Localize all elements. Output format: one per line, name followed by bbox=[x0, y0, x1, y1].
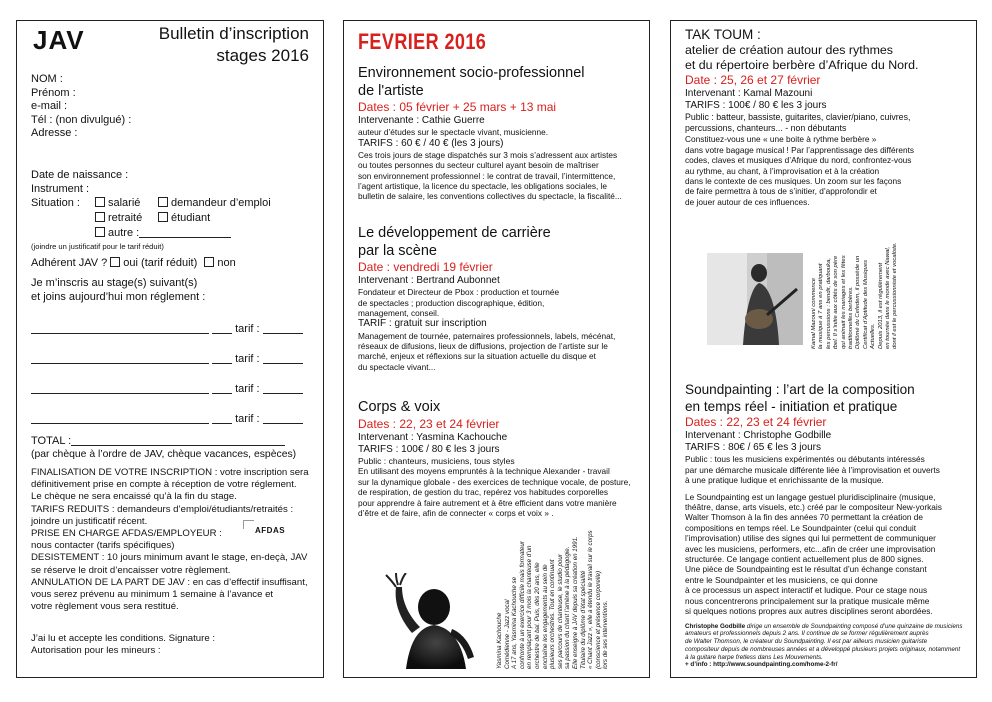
desc-line: au rythme, au chant, à l’improvisation et à la création bbox=[685, 165, 880, 176]
bio-line: management, conseil. bbox=[358, 308, 440, 319]
bio-line: compositeur depuis de nombreuses années et a développé plusieurs projets originaux, notamment bbox=[685, 645, 961, 653]
singer-silhouette-icon bbox=[366, 573, 490, 669]
caption-line: Yasmina Kachouche bbox=[496, 612, 503, 669]
adherent-label: Adhérent JAV ? bbox=[31, 257, 108, 269]
label-etudiant: étudiant bbox=[171, 212, 211, 224]
info-link[interactable]: + d’info : http://www.soundpainting.com/home-2-fr/ bbox=[685, 661, 838, 669]
caption-line: sa passion du chant l’amène à la pédagogie. bbox=[564, 546, 572, 669]
personal-fields bbox=[31, 73, 131, 141]
stage-line-4[interactable] bbox=[31, 413, 321, 437]
stage-subtitle: atelier de création autour des rythmes bbox=[685, 43, 893, 57]
desc-line: Walter Thomson à la fin des années 70 permettant la création de bbox=[685, 512, 923, 523]
form-title-line2: stages 2016 bbox=[216, 46, 309, 65]
photo-yasmina bbox=[366, 573, 490, 669]
checkbox-adherent-oui[interactable] bbox=[110, 257, 120, 267]
stage-dates: Dates : 22, 23 et 24 février bbox=[358, 416, 500, 431]
caption-line: (conscience et présence corporelle) bbox=[594, 570, 602, 669]
caption-line: les percussions : bendir, darbouka, bbox=[825, 257, 832, 349]
desc-line: Management de tournée, paternaires professionnels, labels, mécénat, bbox=[358, 330, 616, 341]
condition-line: PRISE EN CHARGE AFDAS/EMPLOYEUR : bbox=[31, 528, 222, 540]
caption-line: Certificat d’Aptitude des Musiques bbox=[862, 259, 869, 349]
condition-line: vous serez prévenu au minimum 1 semaine à l’avance et bbox=[31, 589, 274, 601]
stage-intervenant: Intervenant : Kamal Mazouni bbox=[685, 88, 813, 99]
caption-line: ses parcours de chanteuse, le studio pour bbox=[556, 554, 564, 669]
stage-line-1[interactable] bbox=[31, 323, 321, 353]
inscription-line2: et joins aujourd’hui mon réglement : bbox=[31, 290, 206, 303]
caption-line: A 17 ans, Yasmina Kachouche se bbox=[511, 576, 519, 669]
tarif-input[interactable] bbox=[263, 413, 303, 424]
caption-line: Depuis 2013, il est régulièrement bbox=[877, 262, 884, 349]
checkbox-adherent-non[interactable] bbox=[204, 257, 214, 267]
desc-line: d’être et de faire, afin de connecter « corps et voix » . bbox=[358, 507, 554, 518]
label-retraite: retraité bbox=[108, 212, 143, 224]
adherent-group bbox=[31, 257, 236, 271]
stage-title: Environnement socio-professionnel bbox=[358, 65, 585, 81]
photo-kamal bbox=[707, 253, 803, 345]
condition-line: ANNULATION DE LA PART DE JAV : en cas d’effectif insuffisant, bbox=[31, 576, 308, 588]
desc-line: bulletin de salaire, les conventions collectives du spectacle, la fiscalité... bbox=[358, 191, 622, 202]
caption-line: qui animait les mariages et les fêtes bbox=[840, 255, 847, 349]
checkbox-demandeur[interactable] bbox=[158, 197, 168, 207]
public-line: Public : batteur, bassiste, guitarites, clavier/piano, cuivres, bbox=[685, 112, 911, 123]
stage-title: en temps réel - initiation et pratique bbox=[685, 399, 898, 414]
checkbox-retraite[interactable] bbox=[95, 212, 105, 222]
afdas-logo: AFDAS bbox=[255, 526, 285, 535]
bio-line: dirige un ensemble de Soundpainting composé d’une quinzaine de musiciens bbox=[745, 622, 963, 630]
tarif-label: tarif : bbox=[235, 383, 260, 395]
workshops-panel bbox=[670, 20, 977, 678]
stage-intervenant: Intervenante : Cathie Guerre bbox=[358, 115, 485, 126]
stage-title: Corps & voix bbox=[358, 399, 441, 415]
accept-conditions: J’ai lu et accepte les conditions. Signature : bbox=[31, 633, 215, 644]
stage-dates: Dates : 22, 23 et 24 février bbox=[685, 415, 827, 429]
desc-line: avec les musiciens, performers, etc...afin de créer une improvisation bbox=[685, 543, 936, 554]
caption-line: dont il est le percussionniste et vocaliste. bbox=[892, 242, 899, 349]
desc-line: nous concentrerons principalement sur la pratique musicale même bbox=[685, 595, 930, 606]
desc-line: si quelques notions propres aux autres disciplines seront abordées. bbox=[685, 606, 933, 617]
stage-tarifs: TARIFS : 80€ / 65 € les 3 jours bbox=[685, 442, 821, 454]
stage-dates: Dates : 05 février + 25 mars + 13 mai bbox=[358, 100, 557, 114]
bio-line: de Walter Thomson, le créateur du Soundpainting. Il est par ailleurs musicien guitariste bbox=[685, 638, 928, 646]
stage-tarifs: TARIFS : 100€ / 80 € les 3 jours bbox=[358, 443, 500, 455]
desc-line: de jouer autour de ces influences. bbox=[685, 196, 810, 207]
caption-line: confronte à un exercice difficile mais formateur bbox=[518, 541, 526, 669]
caption-line: tbel. Il s’initie aux côtés de son père bbox=[833, 255, 840, 349]
desc-line: En utilisant des moyens empruntés à la technique Alexander - travail bbox=[358, 466, 610, 477]
caption-line: enchaîne les engagements au sein de bbox=[541, 564, 549, 669]
desc-line: pour apprendre à faire autrement et à être efficient dans votre manière bbox=[358, 497, 617, 508]
condition-line: FINALISATION DE VOTRE INSCRIPTION : votre inscription sera bbox=[31, 467, 309, 478]
desc-line: entre le Soundpainter et les musiciens, ce qui donne bbox=[685, 574, 878, 585]
february-panel bbox=[343, 20, 650, 678]
bio-name: Christophe Godbille bbox=[685, 622, 746, 630]
caption-line: traditionnelles berbères. bbox=[848, 286, 855, 349]
desc-line: Une pièce de Soundpainting est le résultat d’un échange constant bbox=[685, 564, 927, 575]
stage-title: par la scène bbox=[358, 242, 437, 259]
label-salarie: salarié bbox=[108, 197, 141, 209]
stage-tak-toum bbox=[685, 27, 975, 207]
desc-line: compositions en temps réel. Le Soundpainter (celui qui conduit bbox=[685, 522, 917, 533]
caption-line: orchestre de bal. Puis, dès 20 ans, elle bbox=[533, 562, 541, 669]
checkbox-etudiant[interactable] bbox=[158, 212, 168, 222]
stage-intervenant: Intervenant : Christophe Godbille bbox=[685, 430, 832, 441]
condition-line: joindre un justificatif récent. bbox=[31, 515, 148, 527]
stage-title: Soundpainting : l’art de la composition bbox=[685, 382, 915, 397]
tarif-input[interactable] bbox=[263, 323, 303, 334]
caption-line: Titulaire du diplôme d’état spécialité bbox=[579, 570, 587, 669]
caption-line: Actuelles. bbox=[870, 323, 877, 349]
field-date-naissance[interactable]: Date de naissance : bbox=[31, 169, 129, 181]
desc-line: l’improvisation) utilise des signes qui lui permettent de communiquer bbox=[685, 533, 936, 544]
situation-group bbox=[31, 197, 321, 239]
desc-line: sur la dynamique globale - des exercices de technique vocale, de posture, bbox=[358, 476, 631, 487]
caption-line: Kamal Mazouni commence bbox=[811, 277, 817, 349]
desc-line: Constituez-vous une « une boite à rythme berbère » bbox=[685, 134, 877, 145]
bio-line: amateurs et professionnels depuis 2 ans. Il continue de se former régulièrement auprès bbox=[685, 630, 929, 638]
stage-dates: Date : vendredi 19 février bbox=[358, 260, 493, 274]
condition-line: Le chèque ne sera encaissé qu’à la fin du stage. bbox=[31, 491, 237, 503]
condition-line: votre règlement vous sera restitué. bbox=[31, 601, 179, 613]
public-line: Public : tous les musiciens expérimentés ou débutants intéressés bbox=[685, 454, 925, 465]
tarif-label: tarif : bbox=[235, 413, 260, 425]
public-line: par une démarche musicale différente liée à l’improvisation et ouverts bbox=[685, 464, 940, 475]
situation-label: Situation : bbox=[31, 197, 80, 209]
label-adherent-non: non bbox=[217, 257, 236, 269]
desc-line: Ces trois jours de stage dispatchés sur 3 mois s’adressent aux artistes bbox=[358, 149, 618, 160]
stage-tarifs: TARIF : gratuit sur inscription bbox=[358, 318, 487, 330]
label-demandeur: demandeur d’emploi bbox=[171, 197, 271, 209]
stage-title: TAK TOUM : bbox=[685, 27, 761, 42]
stage-line-3[interactable] bbox=[31, 383, 321, 413]
caption-line: lors de ses interventions. bbox=[602, 600, 610, 669]
bio-line: de spectacles ; production discographique, édition, bbox=[358, 297, 545, 308]
minor-authorization: Autorisation pour les mineurs : bbox=[31, 645, 161, 657]
desc-line: ou toutes personnes du secteur culturel ayant besoin de maîtriser bbox=[358, 160, 599, 171]
total-label: TOTAL : bbox=[31, 435, 72, 447]
justif-note: (joindre un justificatif pour le tarif réduit) bbox=[31, 242, 164, 251]
stage-tarifs: TARIFS : 100€ / 80 € les 3 jours bbox=[685, 100, 827, 112]
stage-intervenant: Intervenant : Yasmina Kachouche bbox=[358, 431, 508, 443]
condition-line: TARIFS REDUITS : demandeurs d’emploi/étudiants/retraités : bbox=[31, 503, 294, 515]
desc-line: dans votre bagage musical ! Par l’apprentissage des différents bbox=[685, 144, 915, 155]
stage-carriere bbox=[358, 225, 648, 372]
condition-line: DESISTEMENT : 10 jours minimum avant le stage, en-deçà, JAV bbox=[31, 552, 308, 564]
caption-line: « Chant Jazz », elle a étendu le travail sur le corps bbox=[587, 530, 595, 669]
caption-line: en tournée dans le monde avec Nawal, bbox=[885, 246, 892, 349]
public-line: percussions, chanteurs... - non débutants bbox=[685, 123, 847, 134]
caption-line: Comédienne - Jazz vocal bbox=[503, 599, 511, 669]
inscription-line1: Je m’inscris au stage(s) suivant(s) bbox=[31, 277, 198, 289]
field-email[interactable]: e-mail : bbox=[31, 100, 68, 113]
tarif-input[interactable] bbox=[263, 353, 303, 364]
condition-line: se réserve le droit d’encaisser votre règlement. bbox=[31, 564, 231, 576]
condition-line: nous contacter (tarifs spécifiques) bbox=[31, 540, 175, 552]
desc-line: théâtre, danse, arts visuels, etc.) créé par le compositeur New-yorkais bbox=[685, 502, 942, 513]
label-adherent-oui: oui (tarif réduit) bbox=[123, 257, 198, 269]
tarif-input[interactable] bbox=[263, 383, 303, 394]
checkbox-autre[interactable] bbox=[95, 227, 105, 237]
jav-logo: JAV bbox=[33, 25, 85, 55]
stage-lines bbox=[31, 323, 321, 437]
stage-intervenant: Intervenant : Bertrand Aubonnet bbox=[358, 275, 500, 286]
desc-line: Le Soundpainting est un langage gestuel pluridisciplinaire (musique, bbox=[685, 491, 936, 502]
checkbox-salarie[interactable] bbox=[95, 197, 105, 207]
field-instrument[interactable]: Instrument : bbox=[31, 182, 90, 195]
autre-input[interactable] bbox=[139, 227, 231, 238]
public-line: à une pratique ludique et enrichissante de la musique. bbox=[685, 475, 884, 486]
field-adresse[interactable]: Adresse : bbox=[31, 127, 78, 140]
field-nom[interactable]: NOM : bbox=[31, 73, 63, 85]
desc-line: réseaux de difusions, lieux de diffusions, projection de l’artiste sur le bbox=[358, 341, 608, 352]
registration-form-panel bbox=[16, 20, 324, 678]
bio-line: Fondateur et Directeur de Pbox : production et tournée bbox=[358, 287, 560, 298]
godbille-bio bbox=[685, 623, 977, 670]
month-header: FEVRIER 2016 bbox=[358, 29, 487, 54]
field-tel[interactable]: Tél : (non divulgué) : bbox=[31, 113, 132, 126]
form-title bbox=[129, 23, 309, 67]
stage-dates: Date : 25, 26 et 27 février bbox=[685, 73, 821, 87]
total-row bbox=[31, 435, 285, 449]
desc-line: à ce processus un aspect interactif et ludique. Pour ce stage nous bbox=[685, 585, 928, 596]
stage-subtitle: et du répertoire berbère d’Afrique du Nord. bbox=[685, 58, 919, 72]
desc-line: dans le contexte de ces musiques. Un zoom sur les façons bbox=[685, 176, 902, 187]
total-input[interactable] bbox=[71, 435, 285, 446]
yasmina-caption bbox=[496, 491, 636, 671]
desc-line: structurée. Ce langage contient actuellement plus de 800 signes. bbox=[685, 554, 924, 565]
stage-environnement bbox=[358, 65, 648, 202]
kamal-caption bbox=[811, 242, 971, 349]
caption-line: Elle enseigne à JAV depuis sa création en 1991. bbox=[571, 536, 579, 669]
desc-line: du spectacle vivant... bbox=[358, 361, 436, 372]
caption-line: plusieurs orchestres. Tout en continuant bbox=[549, 559, 557, 669]
guitarist-icon bbox=[707, 253, 803, 345]
desc-line: marché, enjeux et réflexions sur la situation actuelle du disque et bbox=[358, 351, 596, 362]
stage-title: Le développement de carrière bbox=[358, 225, 551, 241]
bio-line: à la guitare harpe fretless dans Les Mouvements. bbox=[685, 653, 823, 661]
stage-line-2[interactable] bbox=[31, 353, 321, 383]
caption-line: en remplaçant pour 3 mois la chanteuse d’un bbox=[526, 545, 534, 669]
stage-soundpainting bbox=[685, 381, 977, 669]
caption-line: Diplômé du Cefedem, il possède un bbox=[855, 255, 862, 349]
afdas-mark-icon bbox=[243, 520, 254, 529]
desc-line: codes, claves et musiques d’Afrique du nord, confrontez-vous bbox=[685, 155, 912, 166]
desc-line: son environnement professionnel : le contrat de travail, l’intermittence, bbox=[358, 170, 616, 181]
conditions bbox=[31, 467, 323, 613]
tarif-label: tarif : bbox=[235, 353, 260, 365]
form-title-line1: Bulletin d’inscription bbox=[158, 24, 309, 43]
stage-tarifs: TARIFS : 60 € / 40 € (les 3 jours) bbox=[358, 137, 504, 149]
desc-line: l’agent artistique, la licence du spectacle, les obligations sociales, le bbox=[358, 181, 608, 192]
tarif-label: tarif : bbox=[235, 323, 260, 335]
stage-public: Public : chanteurs, musiciens, tous styles bbox=[358, 455, 515, 466]
field-prenom[interactable]: Prénom : bbox=[31, 86, 76, 99]
desc-line: de faire permettra à tous de s’initier, d’approfondir et bbox=[685, 186, 877, 197]
stage-bio: auteur d’études sur le spectacle vivant, musicienne. bbox=[358, 127, 549, 138]
payment-note: (par chèque à l’ordre de JAV, chèque vacances, espèces) bbox=[31, 449, 297, 460]
label-autre: autre : bbox=[108, 227, 140, 239]
stage-title: de l'artiste bbox=[358, 82, 424, 99]
caption-line: la musique à 7 ans en pratiquant bbox=[818, 263, 825, 349]
desc-line: de respiration, de gestion du trac, repérez vos habitudes corporelles bbox=[358, 487, 608, 498]
condition-line: définitivement prise en compte à réception de votre réglement. bbox=[31, 479, 297, 491]
